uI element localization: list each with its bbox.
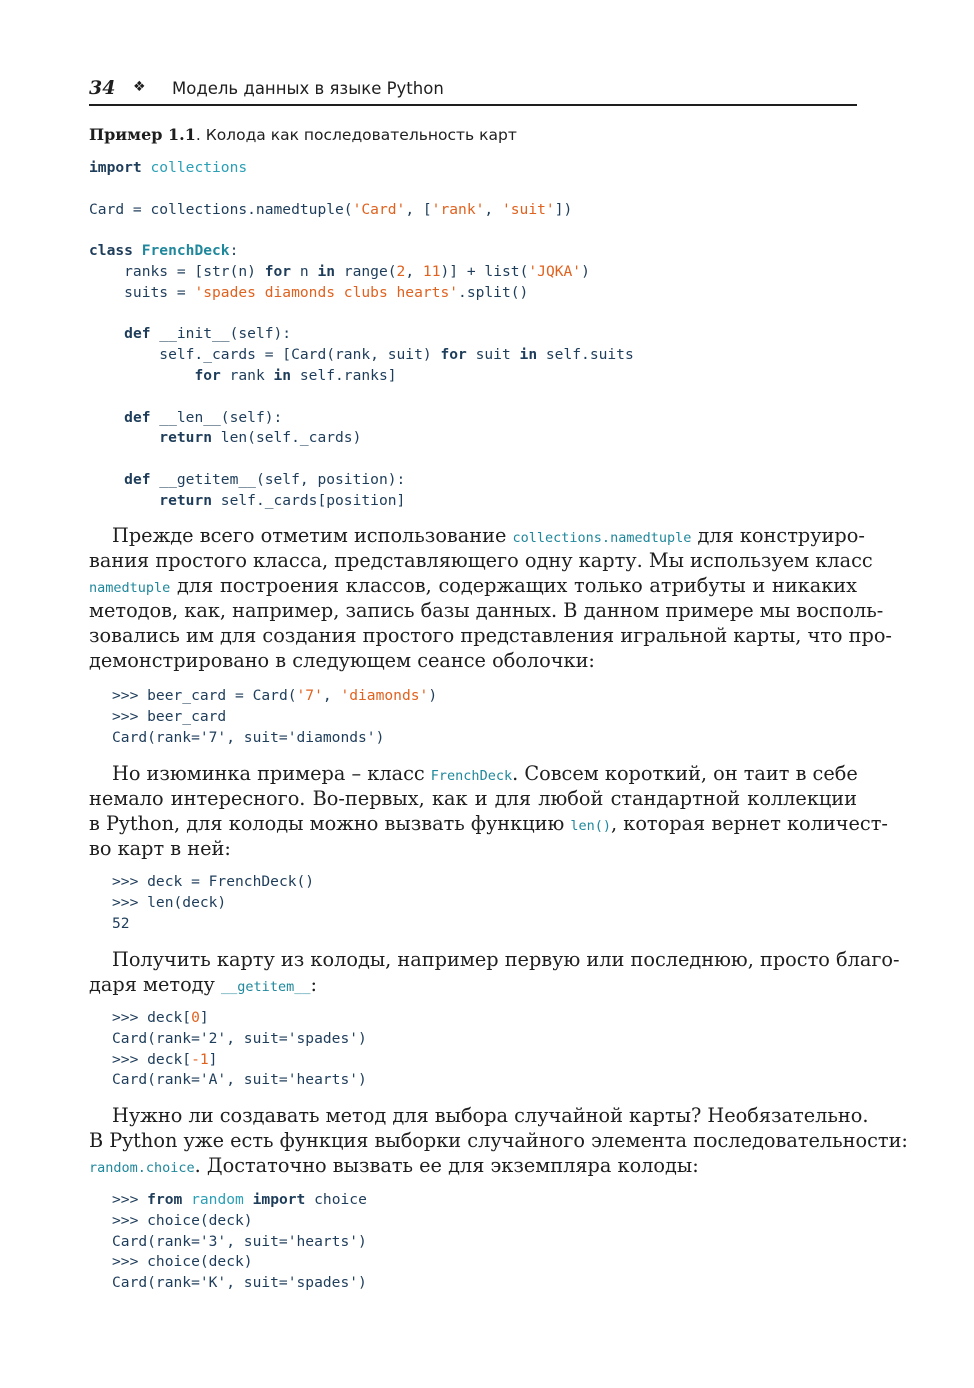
code-session-beer-card: >>> beer_card = Card('7', 'diamonds') >>> beer_card Card(rank='7', suit='diamonds') <box>112 687 438 746</box>
inline-code: len() <box>570 818 612 834</box>
chapter-title: Модель данных в языке Python <box>172 79 444 98</box>
page-number: 34 <box>89 77 116 99</box>
inline-code: __getitem__ <box>221 979 311 995</box>
example-caption-text: . Колода как последовательность карт <box>195 126 517 144</box>
running-header <box>89 76 857 106</box>
code-session-len: >>> deck = FrenchDeck() >>> len(deck) 52 <box>112 873 315 932</box>
code-listing-main: import collections Card = collections.namedtuple('Card', ['rank', 'suit']) class FrenchDeck: ranks = [str(n) for n in range(2, 11)] + list('JQKA') suits = 'spades diamonds clubs hearts'.split() def __init__(self): self._cards = [Card(rank, suit) for suit in self.suits for rank in self.ranks] def __len__(self): return len(self._cards) def __getitem__(self, position): return self._cards[position] <box>89 159 634 509</box>
paragraph-frenchdeck: Но изюминка примера – класс FrenchDeck. Совсем короткий, он таит в себе немало интересного. Во-первых, как и для любой стандартной коллекции в Python, для колоды можно вызвать функцию len(), которая вернет количест- во карт в ней: <box>89 762 888 860</box>
paragraph-getitem: Получить карту из колоды, например первую или последнюю, просто благо- даря методу __getitem__: <box>89 948 900 996</box>
inline-code: namedtuple <box>89 580 171 596</box>
example-caption <box>89 125 517 144</box>
paragraph-random-choice: Нужно ли создавать метод для выбора случайной карты? Необязательно. В Python уже есть функция выборки случайного элемента последовательности: random.choice. Достаточно вызвать ее для экземпляра колоды: <box>89 1104 908 1177</box>
inline-code: random.choice <box>89 1160 195 1176</box>
example-label: Пример 1.1 <box>89 125 196 144</box>
ornament-icon: ❖ <box>133 79 146 95</box>
paragraph-namedtuple: Прежде всего отметим использование collections.namedtuple для конструиро- вания простого класса, представляющего одну карту. Мы используем класс namedtuple для построения классов, содержащих только атрибуты и никаких методов, как, например, запись базы данных. В данном примере мы восполь- зовались им для создания простого представления игральной карты, что про- демонстрировано в следующем сеансе оболочки: <box>89 524 892 672</box>
code-session-choice: >>> from random import choice >>> choice(deck) Card(rank='3', suit='hearts') >>> choice(deck) Card(rank='K', suit='spades') <box>112 1191 367 1292</box>
inline-code: collections.namedtuple <box>512 530 692 546</box>
inline-code: FrenchDeck <box>430 768 513 784</box>
code-session-index: >>> deck[0] Card(rank='2', suit='spades') >>> deck[-1] Card(rank='A', suit='hearts') <box>112 1009 367 1089</box>
